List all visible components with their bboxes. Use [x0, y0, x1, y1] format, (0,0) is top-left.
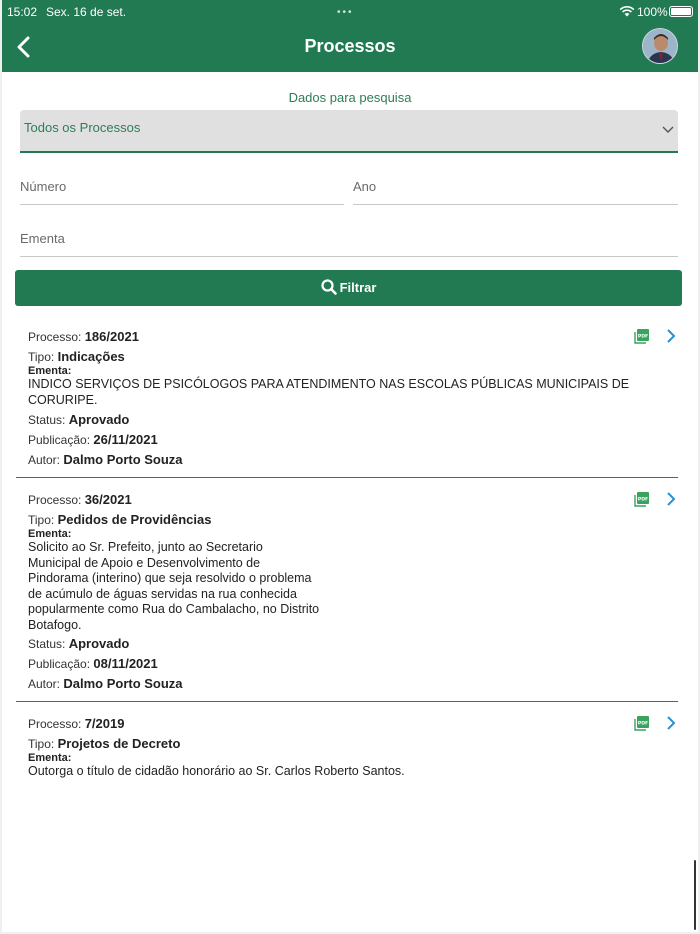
publicacao-row: Publicação: 26/11/2021	[28, 432, 158, 447]
pdf-icon[interactable]	[634, 715, 650, 731]
numero-field[interactable]	[20, 175, 344, 205]
process-type: Pedidos de Providências	[57, 512, 212, 527]
status-row: Status: Aprovado	[28, 636, 130, 651]
status-row: Status: Aprovado	[28, 412, 130, 427]
chevron-right-icon[interactable]	[665, 328, 677, 344]
process-number: 36/2021	[84, 492, 132, 507]
process-number-row: Processo: 7/2019	[28, 716, 125, 731]
ano-placeholder: Ano	[353, 179, 377, 194]
autor-row: Autor: Dalmo Porto Souza	[28, 676, 183, 691]
app-frame	[2, 0, 698, 932]
card-divider	[16, 477, 678, 478]
autor-value: Dalmo Porto Souza	[63, 452, 183, 467]
pdf-icon[interactable]	[634, 491, 650, 507]
svg-text:PDF: PDF	[637, 497, 649, 503]
multitask-dots[interactable]: •••	[337, 7, 354, 18]
numero-placeholder: Número	[20, 179, 67, 194]
process-type: Indicações	[57, 349, 125, 364]
pdf-icon[interactable]	[634, 328, 650, 344]
process-type-row: Tipo: Indicações	[28, 349, 125, 364]
wifi-icon	[619, 5, 635, 17]
process-card[interactable]	[16, 705, 678, 785]
battery-percent: 100%	[637, 5, 668, 19]
ementa-label: Ementa:	[28, 365, 72, 377]
ementa-text: Outorga o título de cidadão honorário ao Sr. Carlos Roberto Santos.	[28, 764, 405, 778]
ementa-placeholder: Ementa	[20, 231, 65, 246]
process-number-row: Processo: 36/2021	[28, 492, 132, 507]
ementa-label: Ementa:	[28, 752, 72, 764]
ementa-label: Ementa:	[28, 528, 72, 540]
status-value: Aprovado	[68, 636, 130, 651]
publicacao-value: 08/11/2021	[93, 656, 158, 671]
chevron-down-icon	[662, 126, 674, 134]
search-section-label: Dados para pesquisa	[288, 90, 412, 105]
ano-field[interactable]	[353, 175, 678, 205]
status-bar	[2, 0, 698, 24]
search-icon	[321, 279, 337, 295]
scroll-indicator[interactable]	[694, 860, 696, 930]
filter-button-label: Filtrar	[339, 280, 377, 295]
status-date: Sex. 16 de set.	[46, 5, 127, 19]
process-card[interactable]	[16, 481, 678, 702]
process-type-select[interactable]	[20, 110, 678, 153]
svg-text:PDF: PDF	[637, 334, 649, 340]
autor-row: Autor: Dalmo Porto Souza	[28, 452, 183, 467]
process-card[interactable]	[16, 318, 678, 478]
process-number: 7/2019	[84, 716, 125, 731]
filter-button[interactable]	[15, 270, 682, 306]
header-bar	[2, 0, 698, 72]
svg-text:PDF: PDF	[637, 721, 649, 727]
ementa-text: Solicito ao Sr. Prefeito, junto ao Secretario Municipal de Apoio e Desenvolvimento de Pindorama (interino) que seja resolvido o problema de acúmulo de águas servidas na rua conhecida popularmente como Rua do Cambalacho, no Distrito Botafogo.	[28, 540, 320, 632]
user-avatar[interactable]	[642, 28, 678, 64]
process-type-row: Tipo: Projetos de Decreto	[28, 736, 181, 751]
chevron-right-icon[interactable]	[665, 715, 677, 731]
process-number-row: Processo: 186/2021	[28, 329, 139, 344]
select-value: Todos os Processos	[24, 120, 141, 135]
publicacao-value: 26/11/2021	[93, 432, 158, 447]
process-type: Projetos de Decreto	[57, 736, 181, 751]
battery-icon	[669, 6, 693, 17]
ementa-field[interactable]	[20, 227, 678, 257]
publicacao-row: Publicação: 08/11/2021	[28, 656, 158, 671]
ementa-text: INDICO SERVIÇOS DE PSICÓLOGOS PARA ATENDIMENTO NAS ESCOLAS PÚBLICAS MUNICIPAIS DE CORURIPE.	[28, 377, 630, 407]
process-number: 186/2021	[84, 329, 139, 344]
page-title: Processos	[304, 36, 396, 56]
status-value: Aprovado	[68, 412, 130, 427]
autor-value: Dalmo Porto Souza	[63, 676, 183, 691]
card-divider	[16, 701, 678, 702]
process-type-row: Tipo: Pedidos de Providências	[28, 512, 212, 527]
chevron-right-icon[interactable]	[665, 491, 677, 507]
status-time: 15:02	[7, 5, 38, 19]
